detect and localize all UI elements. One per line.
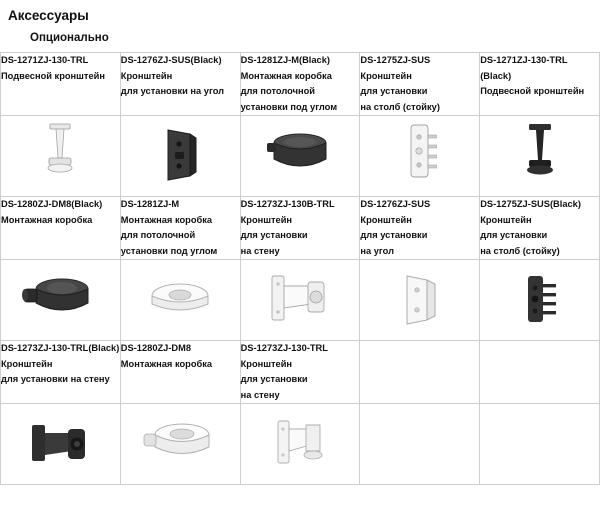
label-line: для установки [480,230,548,240]
accessory-label [121,341,240,372]
accessory-image-cell-1-2 [240,260,360,341]
accessory-label [1,341,120,388]
label-line: DS-1281ZJ-M [120,199,180,209]
table-row-labels-1 [1,53,600,116]
accessory-image-cell-0-0 [1,116,121,197]
label-line: Кронштейн [240,358,293,369]
label-line: Подвесной кронштейн [1,70,105,81]
accessory-label [360,197,479,259]
label-line: DS-1273ZJ-130B-TRL [240,199,335,209]
label-line: на угол [360,245,395,256]
accessory-label [1,197,120,228]
accessory-cell-2-0 [1,341,121,404]
label-line: для установки на угол [120,86,225,96]
table-row-images-2 [1,260,600,341]
label-line: Подвесной кронштейн [480,86,585,96]
label-line: (Black) [480,70,512,81]
label-line: Монтажная коробка [120,214,213,225]
accessory-cell-2-4 [480,341,600,404]
label-line: DS-1280ZJ-DM8(Black) [1,199,103,209]
label-line: Кронштейн [480,214,532,225]
label-line: установки под углом [120,245,218,256]
accessory-image-cell-1-3 [360,260,480,341]
accessory-cell-0-1 [120,53,240,116]
label-line: установки под углом [240,101,338,112]
accessory-image-cell-2-4 [480,404,600,485]
accessory-cell-0-2 [240,53,360,116]
accessory-label [241,341,360,403]
label-line: DS-1271ZJ-130-TRL [1,55,89,65]
table-row-images-3 [1,404,600,485]
table-row-labels-2 [1,197,600,260]
page-subtitle: Опционально [30,32,109,44]
junction-box-dm8-black-icon [1,260,120,338]
label-line: Монтажная коробка [120,358,213,369]
accessory-label [360,53,479,115]
accessories-table [0,52,600,485]
accessory-cell-1-0 [1,197,121,260]
pole-mount-white-icon [360,116,479,194]
accessory-cell-1-3 [360,197,480,260]
accessory-image-cell-2-2 [240,404,360,485]
accessory-image-cell-2-3 [360,404,480,485]
label-line: DS-1276ZJ-SUS(Black) [120,55,222,65]
accessory-image-cell-0-1 [120,116,240,197]
accessory-cell-2-2 [240,341,360,404]
label-line: Кронштейн [360,70,412,81]
accessory-cell-2-1 [120,341,240,404]
label-line: DS-1280ZJ-DM8 [120,343,192,353]
junction-box-white-icon [121,260,240,338]
accessory-label [241,197,360,259]
label-line: DS-1275ZJ-SUS(Black) [480,199,581,209]
label-line: Кронштейн [1,358,53,369]
label-line: на стену [240,245,280,256]
label-line: для потолочной [120,230,196,240]
wall-mount-trl-white-icon [241,404,360,482]
accessory-cell-0-4 [480,53,600,116]
label-line: DS-1281ZJ-M(Black) [240,55,330,65]
accessory-cell-2-3 [360,341,480,404]
accessory-label [1,53,120,84]
junction-box-dm8-white-icon [121,404,240,482]
label-line: на столб (стойку) [360,101,440,112]
accessory-cell-0-0 [1,53,121,116]
accessory-label [480,197,599,259]
label-line: на столб (стойку) [480,245,560,256]
label-line: DS-1276ZJ-SUS [360,199,431,209]
accessory-image-cell-1-1 [120,260,240,341]
label-line: для потолочной [240,86,315,96]
accessory-image-cell-1-0 [1,260,121,341]
accessory-label [121,53,240,100]
label-line: для установки [240,230,308,240]
label-line: Кронштейн [360,214,412,225]
table-row-images-1 [1,116,600,197]
corner-mount-white-icon [360,260,479,338]
label-line: для установки на стену [1,374,110,384]
label-line: Монтажная коробка [240,70,332,81]
accessory-cell-1-1 [120,197,240,260]
label-line: для установки [240,374,308,384]
junction-box-black-icon [241,116,360,194]
accessory-label [121,197,240,259]
label-line: DS-1271ZJ-130-TRL [480,55,568,65]
pendant-mount-white-icon [1,116,120,194]
accessory-cell-1-2 [240,197,360,260]
corner-mount-black-icon [121,116,240,194]
label-line: Кронштейн [120,70,173,81]
wall-mount-black-icon [1,404,120,482]
label-line: на стену [240,389,280,400]
label-line: для установки [360,230,428,240]
accessory-image-cell-2-0 [1,404,121,485]
pendant-mount-black-icon [480,116,599,194]
accessory-image-cell-0-3 [360,116,480,197]
accessory-image-cell-2-1 [120,404,240,485]
accessory-image-cell-1-4 [480,260,600,341]
label-line: DS-1273ZJ-130-TRL [240,343,328,353]
table-row-labels-3 [1,341,600,404]
label-line: DS-1275ZJ-SUS [360,55,431,65]
accessory-cell-1-4 [480,197,600,260]
label-line: для установки [360,86,428,96]
accessory-label [480,53,599,100]
wall-mount-white-icon [241,260,360,338]
accessory-image-cell-0-4 [480,116,600,197]
page-title: Аксессуары [8,8,89,23]
accessory-label [241,53,360,115]
accessory-image-cell-0-2 [240,116,360,197]
pole-mount-black-icon [480,260,599,338]
label-line: DS-1273ZJ-130-TRL(Black) [1,343,120,353]
label-line: Кронштейн [240,214,293,225]
label-line: Монтажная коробка [1,214,93,225]
accessory-cell-0-3 [360,53,480,116]
